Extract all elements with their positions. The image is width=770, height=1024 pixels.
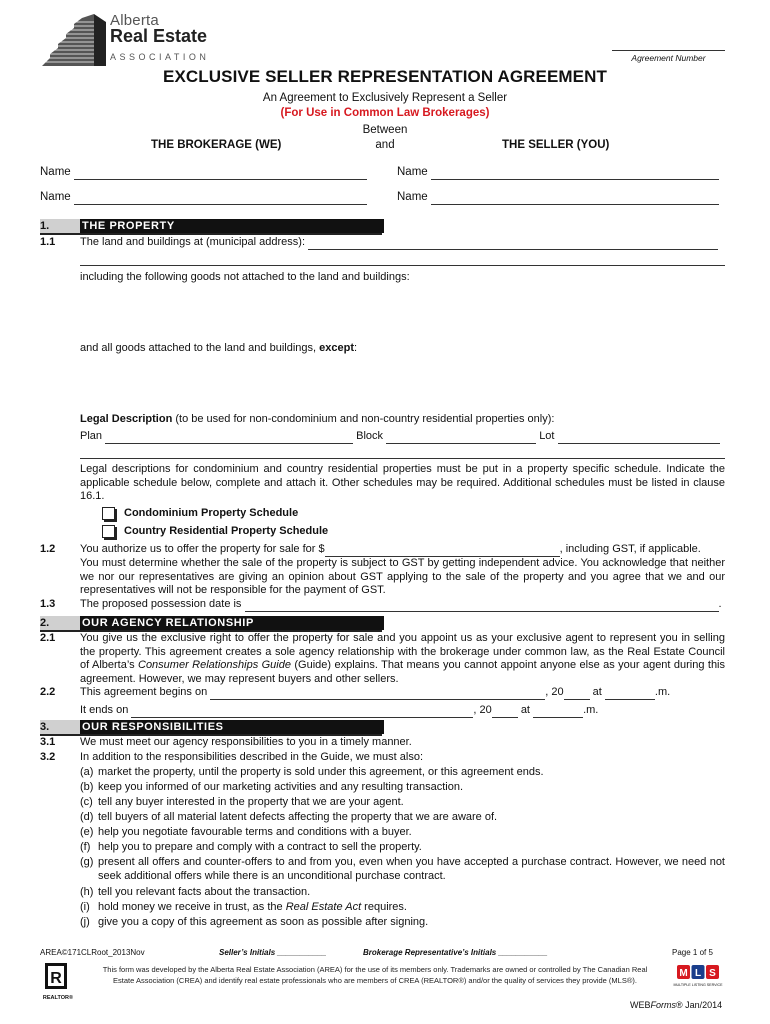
name-label: Name: [397, 191, 428, 203]
agreement-number-field[interactable]: [612, 50, 725, 51]
responsibility-item: [80, 886, 725, 900]
seller-name-1-field[interactable]: [431, 168, 719, 180]
legal-description-field-2[interactable]: [80, 457, 725, 459]
responsibility-item-text: tell buyers of all material latent defects affecting the property that we are aware of.: [98, 811, 498, 823]
responsibility-item-text: [98, 901, 725, 915]
seller-name-1: [397, 166, 719, 180]
responsibility-item-text: market the property, until the property is sold under this agreement, or this agreement ends.: [98, 766, 544, 778]
svg-text:S: S: [709, 968, 716, 979]
responsibility-item-text: keep you informed of our marketing activities and any resulting transaction.: [98, 781, 464, 793]
condominium-schedule-label: Condominium Property Schedule: [124, 507, 299, 519]
webforms-web: WEB: [630, 1000, 651, 1010]
goods-attached-colon: :: [354, 342, 358, 354]
responsibility-item-label: (f): [80, 841, 91, 853]
responsibility-item-label: (a): [80, 766, 94, 778]
section-2-heading: OUR AGENCY RELATIONSHIP: [80, 616, 384, 630]
webforms-date: ® Jan/2014: [676, 1000, 723, 1010]
begin-at-label: at: [592, 686, 602, 698]
responsibility-item-label: (j): [80, 916, 90, 928]
block-label: Block: [356, 430, 384, 442]
brokerage-name-2: [40, 191, 367, 205]
responsibility-item-label: (b): [80, 781, 94, 793]
clause-1-3-number: 1.3: [40, 598, 56, 610]
subtitle-common-law: (For Use in Common Law Brokerages): [280, 107, 490, 119]
clause-1-3: [80, 598, 725, 612]
realtor-label: REALTOR®: [42, 995, 74, 1001]
responsibility-item-label: (g): [80, 856, 94, 868]
seller-name-2-field[interactable]: [431, 193, 719, 205]
realtor-logo-icon: [45, 963, 67, 991]
ends-label: It ends on: [80, 704, 129, 716]
responsibility-item-label: (c): [80, 796, 93, 808]
svg-text:R: R: [50, 970, 62, 987]
legal-description-note: (to be used for non-condominium and non-country residential properties only):: [172, 413, 555, 425]
country-residential-schedule-checkbox[interactable]: [102, 525, 115, 538]
section-1-heading: THE PROPERTY: [80, 219, 384, 233]
begin-m-suffix: .m.: [654, 686, 671, 698]
logo-text-alberta: Alberta: [110, 12, 159, 29]
clause-1-2-price: [80, 543, 725, 557]
name-label: Name: [40, 166, 71, 178]
responsibility-item: [80, 856, 725, 883]
block-field[interactable]: [386, 432, 536, 444]
goods-attached-label: [80, 342, 725, 356]
plan-block-lot-row: [80, 430, 725, 444]
plan-label: Plan: [80, 430, 103, 442]
clause-2-1-text-b: (Guide) explains. That means you cannot appoint anyone else as your agent during this agreement. However, we may represent buyers and other sellers.: [80, 659, 726, 685]
goods-attached-text: and all goods attached to the land and buildings,: [80, 342, 320, 354]
clause-3-1-text: We must meet our agency responsibilities to you in a timely manner.: [80, 736, 412, 748]
name-label: Name: [397, 166, 428, 178]
name-label: Name: [40, 191, 71, 203]
responsibility-item: [80, 796, 725, 810]
clause-3-2-text: In addition to the responsibilities described in the Guide, we must also:: [80, 751, 424, 763]
area-logo: [40, 14, 210, 66]
begin-year-field[interactable]: [564, 688, 590, 700]
real-estate-act: Real Estate Act: [285, 901, 362, 913]
municipal-address-field-2[interactable]: [80, 264, 725, 266]
form-code: AREA©171CLRoot_2013Nov: [40, 948, 145, 957]
legal-schedule-note: Legal descriptions for condominium and country residential properties must be put in a property specific schedule. Indicate the applicable schedule below, complete and attach it. Other schedules may be required. Additional schedules must be listed in clause 16.1.: [80, 463, 725, 502]
goods-not-attached-label: including the following goods not attached to the land and buildings:: [80, 271, 410, 283]
svg-text:M: M: [679, 968, 688, 979]
clause-1-3-text: The proposed possession date is: [80, 598, 242, 610]
section-2-number: 2.: [40, 617, 50, 629]
responsibility-item: [80, 766, 725, 780]
item-i-text-b: requires.: [361, 901, 407, 913]
page-title: EXCLUSIVE SELLER REPRESENTATION AGREEMENT: [163, 67, 607, 86]
clause-2-2-number: 2.2: [40, 686, 56, 698]
clause-1-2-number: 1.2: [40, 543, 56, 555]
brokerage-name-2-field[interactable]: [74, 193, 367, 205]
clause-2-2-begins: [80, 686, 725, 700]
responsibility-item-text: help you negotiate favourable terms and conditions with a buyer.: [98, 826, 412, 838]
clause-1-3-period: .: [718, 598, 722, 610]
clause-2-2-ends: [80, 704, 725, 718]
condominium-schedule-checkbox[interactable]: [102, 507, 115, 520]
webforms-version: [630, 999, 722, 1013]
end-time-field[interactable]: [533, 706, 583, 718]
responsibility-item: [80, 901, 725, 915]
section-1-number: 1.: [40, 220, 50, 232]
legal-description-bold: Legal Description: [80, 413, 173, 425]
mls-logo-icon: [673, 964, 723, 988]
seller-name-2: [397, 191, 719, 205]
brokerage-heading: THE BROKERAGE (WE): [151, 139, 282, 151]
begin-time-field[interactable]: [605, 688, 655, 700]
municipal-address-field[interactable]: [308, 238, 718, 250]
page-number: Page 1 of 5: [672, 948, 713, 957]
clause-2-1-text-a: You give us the exclusive right to offer the property for sale and you appoint us as your exclusive agent to represent you in selling the property. This agreement creates a sole agency relationship with the brokerage under common law, as the Real Estate Council of Alberta’s: [80, 632, 725, 671]
and-label: and: [375, 139, 395, 151]
brokerage-name-1: [40, 166, 367, 180]
clause-3-2-number: 3.2: [40, 751, 56, 763]
trademark-note: This form was developed by the Alberta Real Estate Association (AREA) for the use of its members only. Trademarks are owned or controlled by The Canadian Real Estate Association (CREA) and identify real estate professionals who are members of CREA (REALTOR®) and/or the quality of services they provide (MLS®).: [102, 965, 648, 985]
section-3-heading: OUR RESPONSIBILITIES: [80, 720, 384, 734]
responsibility-item-text: give you a copy of this agreement as soon as possible after signing.: [98, 916, 429, 928]
webforms-forms: Forms: [650, 1000, 677, 1010]
responsibility-item: [80, 916, 725, 930]
country-residential-schedule-label: Country Residential Property Schedule: [124, 525, 329, 537]
responsibility-item-text: present all offers and counter-offers to and from you, even when you have accepted a purchase contract. However, we need not seek additional offers while there is an unconditional purchase contract.: [98, 856, 725, 882]
seller-heading: THE SELLER (YOU): [502, 139, 610, 151]
clause-2-1-text: [80, 632, 725, 686]
agreement-number-label: Agreement Number: [631, 53, 706, 63]
brokerage-rep-initials[interactable]: Brokerage Representative’s Initials ___________: [363, 948, 548, 957]
goods-attached-except: except: [319, 342, 354, 354]
skyline-logo-icon: [40, 14, 108, 66]
section-3-number: 3.: [40, 721, 50, 733]
responsibility-item-text: tell you relevant facts about the transaction.: [98, 886, 311, 898]
clause-3-1-number: 3.1: [40, 736, 56, 748]
begins-label: This agreement begins on: [80, 686, 208, 698]
begin-year-prefix: , 20: [545, 686, 564, 698]
lot-label: Lot: [539, 430, 555, 442]
responsibility-item: [80, 811, 725, 825]
between-label: Between: [362, 124, 408, 136]
responsibility-item: [80, 826, 725, 840]
clause-1-2-text-b: , including GST, if applicable.: [559, 543, 701, 555]
logo-text-real-estate: Real Estate: [110, 26, 208, 46]
subtitle: An Agreement to Exclusively Represent a Seller: [262, 92, 508, 104]
plan-field[interactable]: [105, 432, 353, 444]
begin-date-field[interactable]: [210, 688, 545, 700]
consumer-relationships-guide: Consumer Relationships Guide: [138, 659, 291, 671]
end-m-suffix: .m.: [583, 704, 599, 716]
possession-date-field[interactable]: [245, 600, 719, 612]
clause-1-2-gst-text: You must determine whether the sale of the property is subject to GST by getting independent advice. You acknowledge that neither we nor our representatives are giving an opinion about GST applying to the sale of the property and you agree that we and our representatives will not be responsible for the payment of GST.: [80, 557, 725, 596]
svg-text:L: L: [694, 968, 702, 979]
lot-field[interactable]: [558, 432, 720, 444]
responsibility-item-label: (i): [80, 901, 90, 913]
brokerage-name-1-field[interactable]: [74, 168, 367, 180]
responsibility-item-label: (h): [80, 886, 94, 898]
responsibility-item-text: tell any buyer interested in the property that we are your agent.: [98, 796, 404, 808]
logo-text-association: ASSOCIATION: [110, 52, 210, 62]
legal-description-label: [80, 413, 725, 427]
sale-price-field[interactable]: [325, 545, 560, 557]
clause-1-2-text-a: You authorize us to offer the property for sale for $: [80, 543, 325, 555]
clause-1-1-text: The land and buildings at (municipal address):: [80, 236, 306, 248]
responsibility-item-label: (e): [80, 826, 94, 838]
item-i-text-a: hold money we receive in trust, as the: [98, 901, 286, 913]
clause-1-1-number: 1.1: [40, 236, 56, 248]
mls-tagline: MULTIPLE LISTING SERVICE: [673, 983, 723, 987]
end-at-label: at: [520, 704, 530, 716]
end-year-prefix: , 20: [473, 704, 492, 716]
end-date-field[interactable]: [131, 706, 473, 718]
responsibility-item: [80, 781, 725, 795]
clause-2-1-number: 2.1: [40, 632, 56, 644]
end-year-field[interactable]: [492, 706, 518, 718]
clause-1-1: [80, 236, 725, 250]
responsibility-item-label: (d): [80, 811, 94, 823]
seller-initials[interactable]: Seller’s Initials ___________: [219, 948, 327, 957]
responsibility-item-text: help you to prepare and comply with a contract to sell the property.: [98, 841, 422, 853]
responsibility-item: [80, 841, 725, 855]
